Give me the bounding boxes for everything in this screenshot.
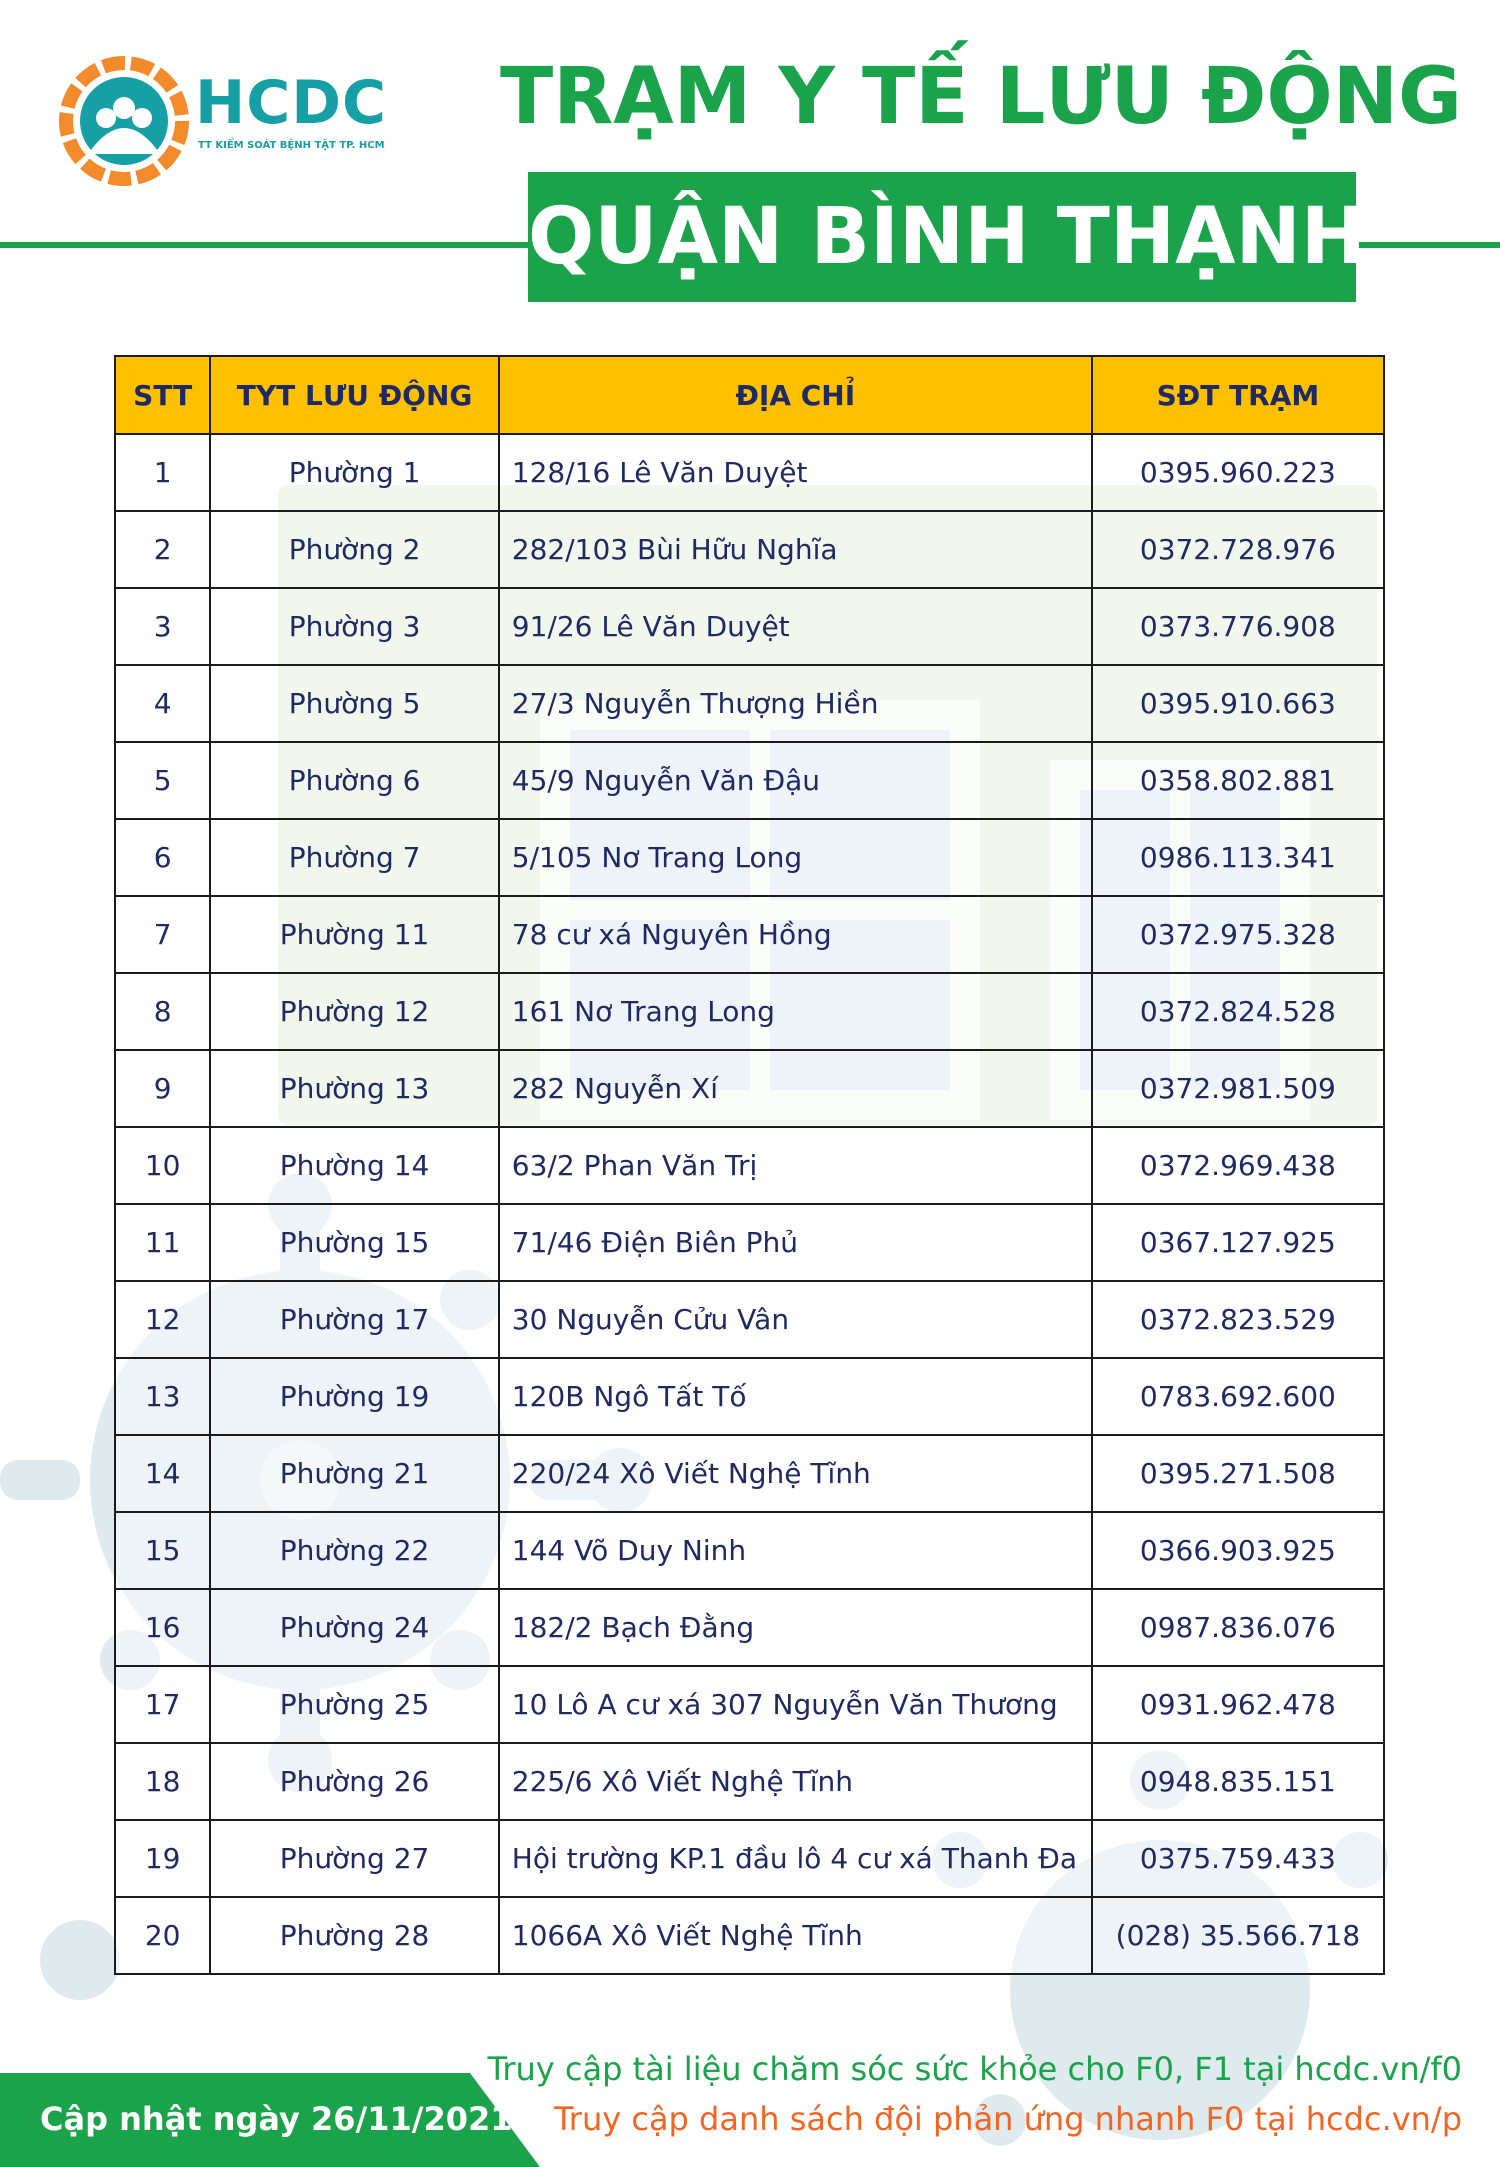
table-row — [115, 1512, 1384, 1589]
row-stt: 5 — [115, 742, 210, 819]
table-row — [115, 588, 1384, 665]
row-station: Phường 21 — [210, 1435, 498, 1512]
row-station: Phường 11 — [210, 896, 498, 973]
row-stt: 7 — [115, 896, 210, 973]
row-address: 78 cư xá Nguyên Hồng — [499, 896, 1092, 973]
row-address: 128/16 Lê Văn Duyệt — [499, 434, 1092, 511]
row-address: 10 Lô A cư xá 307 Nguyễn Văn Thương — [499, 1666, 1092, 1743]
row-phone: 0358.802.881 — [1092, 742, 1384, 819]
row-address: Hội trường KP.1 đầu lô 4 cư xá Thanh Đa — [499, 1820, 1092, 1897]
row-stt: 10 — [115, 1127, 210, 1204]
row-stt: 2 — [115, 511, 210, 588]
table-header-row — [115, 356, 1384, 434]
table-row — [115, 1050, 1384, 1127]
row-address: 220/24 Xô Viết Nghệ Tĩnh — [499, 1435, 1092, 1512]
row-stt: 9 — [115, 1050, 210, 1127]
table-row — [115, 665, 1384, 742]
row-phone: 0372.981.509 — [1092, 1050, 1384, 1127]
row-station: Phường 22 — [210, 1512, 498, 1589]
row-stt: 13 — [115, 1358, 210, 1435]
row-address: 27/3 Nguyễn Thượng Hiền — [499, 665, 1092, 742]
row-address: 161 Nơ Trang Long — [499, 973, 1092, 1050]
row-stt: 20 — [115, 1897, 210, 1974]
row-address: 71/46 Điện Biên Phủ — [499, 1204, 1092, 1281]
row-station: Phường 26 — [210, 1743, 498, 1820]
table-row — [115, 819, 1384, 896]
logo-text: HCDC — [195, 68, 388, 138]
station-table — [114, 355, 1385, 1975]
row-stt: 6 — [115, 819, 210, 896]
row-phone: 0366.903.925 — [1092, 1512, 1384, 1589]
row-stt: 1 — [115, 434, 210, 511]
row-station: Phường 27 — [210, 1820, 498, 1897]
table-row — [115, 1281, 1384, 1358]
row-address: 1066A Xô Viết Nghệ Tĩnh — [499, 1897, 1092, 1974]
table-body — [115, 434, 1384, 1974]
row-stt: 8 — [115, 973, 210, 1050]
row-stt: 16 — [115, 1589, 210, 1666]
row-phone: 0395.960.223 — [1092, 434, 1384, 511]
row-stt: 17 — [115, 1666, 210, 1743]
row-phone: 0372.969.438 — [1092, 1127, 1384, 1204]
row-stt: 12 — [115, 1281, 210, 1358]
table-row — [115, 742, 1384, 819]
column-header-station: TYT LƯU ĐỘNG — [210, 356, 498, 434]
row-address: 282 Nguyễn Xí — [499, 1050, 1092, 1127]
row-station: Phường 17 — [210, 1281, 498, 1358]
row-phone: 0367.127.925 — [1092, 1204, 1384, 1281]
row-station: Phường 14 — [210, 1127, 498, 1204]
row-stt: 11 — [115, 1204, 210, 1281]
row-stt: 19 — [115, 1820, 210, 1897]
page-title: TRẠM Y TẾ LƯU ĐỘNG — [500, 52, 1463, 142]
table-row — [115, 1743, 1384, 1820]
table-row — [115, 1897, 1384, 1974]
table-row — [115, 1358, 1384, 1435]
column-header-address: ĐỊA CHỈ — [499, 356, 1092, 434]
row-station: Phường 25 — [210, 1666, 498, 1743]
row-stt: 18 — [115, 1743, 210, 1820]
row-address: 63/2 Phan Văn Trị — [499, 1127, 1092, 1204]
row-station: Phường 19 — [210, 1358, 498, 1435]
row-phone: 0986.113.341 — [1092, 819, 1384, 896]
table-row — [115, 1589, 1384, 1666]
f0-care-link[interactable]: Truy cập tài liệu chăm sóc sức khỏe cho F0, F1 tại hcdc.vn/f0 — [487, 2050, 1462, 2088]
row-phone: 0395.910.663 — [1092, 665, 1384, 742]
row-phone: 0372.824.528 — [1092, 973, 1384, 1050]
update-date: Cập nhật ngày 26/11/2021 — [40, 2100, 513, 2138]
row-station: Phường 2 — [210, 511, 498, 588]
table-row — [115, 973, 1384, 1050]
row-phone: 0783.692.600 — [1092, 1358, 1384, 1435]
row-station: Phường 13 — [210, 1050, 498, 1127]
table-row — [115, 511, 1384, 588]
table-row — [115, 1820, 1384, 1897]
row-phone: 0948.835.151 — [1092, 1743, 1384, 1820]
row-phone: 0372.728.976 — [1092, 511, 1384, 588]
row-address: 282/103 Bùi Hữu Nghĩa — [499, 511, 1092, 588]
row-station: Phường 28 — [210, 1897, 498, 1974]
row-phone: (028) 35.566.718 — [1092, 1897, 1384, 1974]
district-banner: QUẬN BÌNH THẠNH — [528, 172, 1356, 302]
table-row — [115, 896, 1384, 973]
row-station: Phường 15 — [210, 1204, 498, 1281]
row-phone: 0375.759.433 — [1092, 1820, 1384, 1897]
row-station: Phường 24 — [210, 1589, 498, 1666]
column-header-stt: STT — [115, 356, 210, 434]
row-address: 30 Nguyễn Cửu Vân — [499, 1281, 1092, 1358]
table-row — [115, 434, 1384, 511]
row-address: 182/2 Bạch Đằng — [499, 1589, 1092, 1666]
f0-response-link[interactable]: Truy cập danh sách đội phản ứng nhanh F0 tại hcdc.vn/p — [553, 2100, 1462, 2138]
row-phone: 0372.823.529 — [1092, 1281, 1384, 1358]
row-address: 144 Võ Duy Ninh — [499, 1512, 1092, 1589]
row-phone: 0372.975.328 — [1092, 896, 1384, 973]
row-address: 120B Ngô Tất Tố — [499, 1358, 1092, 1435]
row-stt: 14 — [115, 1435, 210, 1512]
row-address: 5/105 Nơ Trang Long — [499, 819, 1092, 896]
row-phone: 0395.271.508 — [1092, 1435, 1384, 1512]
table-row — [115, 1204, 1384, 1281]
row-station: Phường 12 — [210, 973, 498, 1050]
table-row — [115, 1666, 1384, 1743]
row-stt: 3 — [115, 588, 210, 665]
row-station: Phường 5 — [210, 665, 498, 742]
table-row — [115, 1127, 1384, 1204]
row-station: Phường 7 — [210, 819, 498, 896]
table-row — [115, 1435, 1384, 1512]
row-phone: 0931.962.478 — [1092, 1666, 1384, 1743]
row-phone: 0373.776.908 — [1092, 588, 1384, 665]
row-phone: 0987.836.076 — [1092, 1589, 1384, 1666]
logo-subtext: TT KIỂM SOÁT BỆNH TẬT TP. HCM — [198, 140, 385, 151]
row-stt: 4 — [115, 665, 210, 742]
row-address: 91/26 Lê Văn Duyệt — [499, 588, 1092, 665]
row-station: Phường 1 — [210, 434, 498, 511]
row-address: 45/9 Nguyễn Văn Đậu — [499, 742, 1092, 819]
row-station: Phường 3 — [210, 588, 498, 665]
row-address: 225/6 Xô Viết Nghệ Tĩnh — [499, 1743, 1092, 1820]
column-header-phone: SĐT TRẠM — [1092, 356, 1384, 434]
row-station: Phường 6 — [210, 742, 498, 819]
row-stt: 15 — [115, 1512, 210, 1589]
